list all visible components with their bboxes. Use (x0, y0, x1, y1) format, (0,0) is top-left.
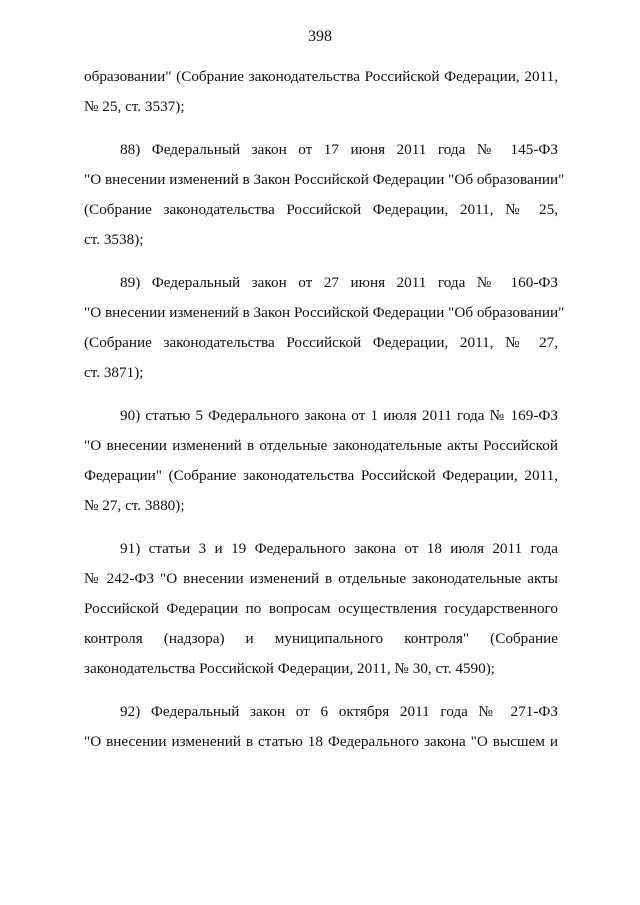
paragraph-continuation (84, 62, 558, 122)
text-line: "О внесении изменений в статью 18 Федерального закона "О высшем и (84, 733, 558, 750)
text-line: контроля (надзора) и муниципального контроля" (Собрание (84, 630, 558, 647)
text-line: "О внесении изменений в Закон Российской Федерации "Об образовании" (84, 171, 565, 188)
text-line: (Собрание законодательства Российской Федерации, 2011, № 27, (84, 334, 558, 351)
text-line: ст. 3538); (84, 231, 144, 248)
text-line: Российской Федерации по вопросам осуществления государственного (84, 600, 558, 617)
page-number: 398 (308, 28, 332, 45)
text-line: № 25, ст. 3537); (84, 98, 185, 115)
paragraph-item-90 (84, 401, 558, 521)
text-line: (Собрание законодательства Российской Федерации, 2011, № 25, (84, 201, 558, 218)
text-line: 91) статьи 3 и 19 Федерального закона от 18 июля 2011 года (120, 540, 558, 557)
paragraph-item-88 (84, 135, 565, 255)
text-line: 92) Федеральный закон от 6 октября 2011 года № 271-ФЗ (120, 703, 558, 720)
paragraph-item-89 (84, 268, 565, 388)
text-line: "О внесении изменений в отдельные законодательные акты Российской (84, 437, 558, 454)
document-body (84, 62, 565, 770)
text-line: "О внесении изменений в Закон Российской Федерации "Об образовании" (84, 304, 565, 321)
text-line: 88) Федеральный закон от 17 июня 2011 года № 145-ФЗ (120, 141, 558, 158)
text-line: 89) Федеральный закон от 27 июня 2011 года № 160-ФЗ (120, 274, 558, 291)
paragraph-item-92 (84, 697, 558, 757)
text-line: 90) статью 5 Федерального закона от 1 июля 2011 года № 169-ФЗ (120, 407, 558, 424)
text-line: образовании" (Собрание законодательства Российской Федерации, 2011, (84, 68, 558, 85)
text-line: Федерации" (Собрание законодательства Российской Федерации, 2011, (84, 467, 558, 484)
paragraph-item-91 (84, 534, 558, 684)
text-line: законодательства Российской Федерации, 2011, № 30, ст. 4590); (84, 660, 495, 677)
text-line: № 242-ФЗ "О внесении изменений в отдельные законодательные акты (84, 570, 558, 587)
text-line: ст. 3871); (84, 364, 144, 381)
text-line: № 27, ст. 3880); (84, 497, 185, 514)
